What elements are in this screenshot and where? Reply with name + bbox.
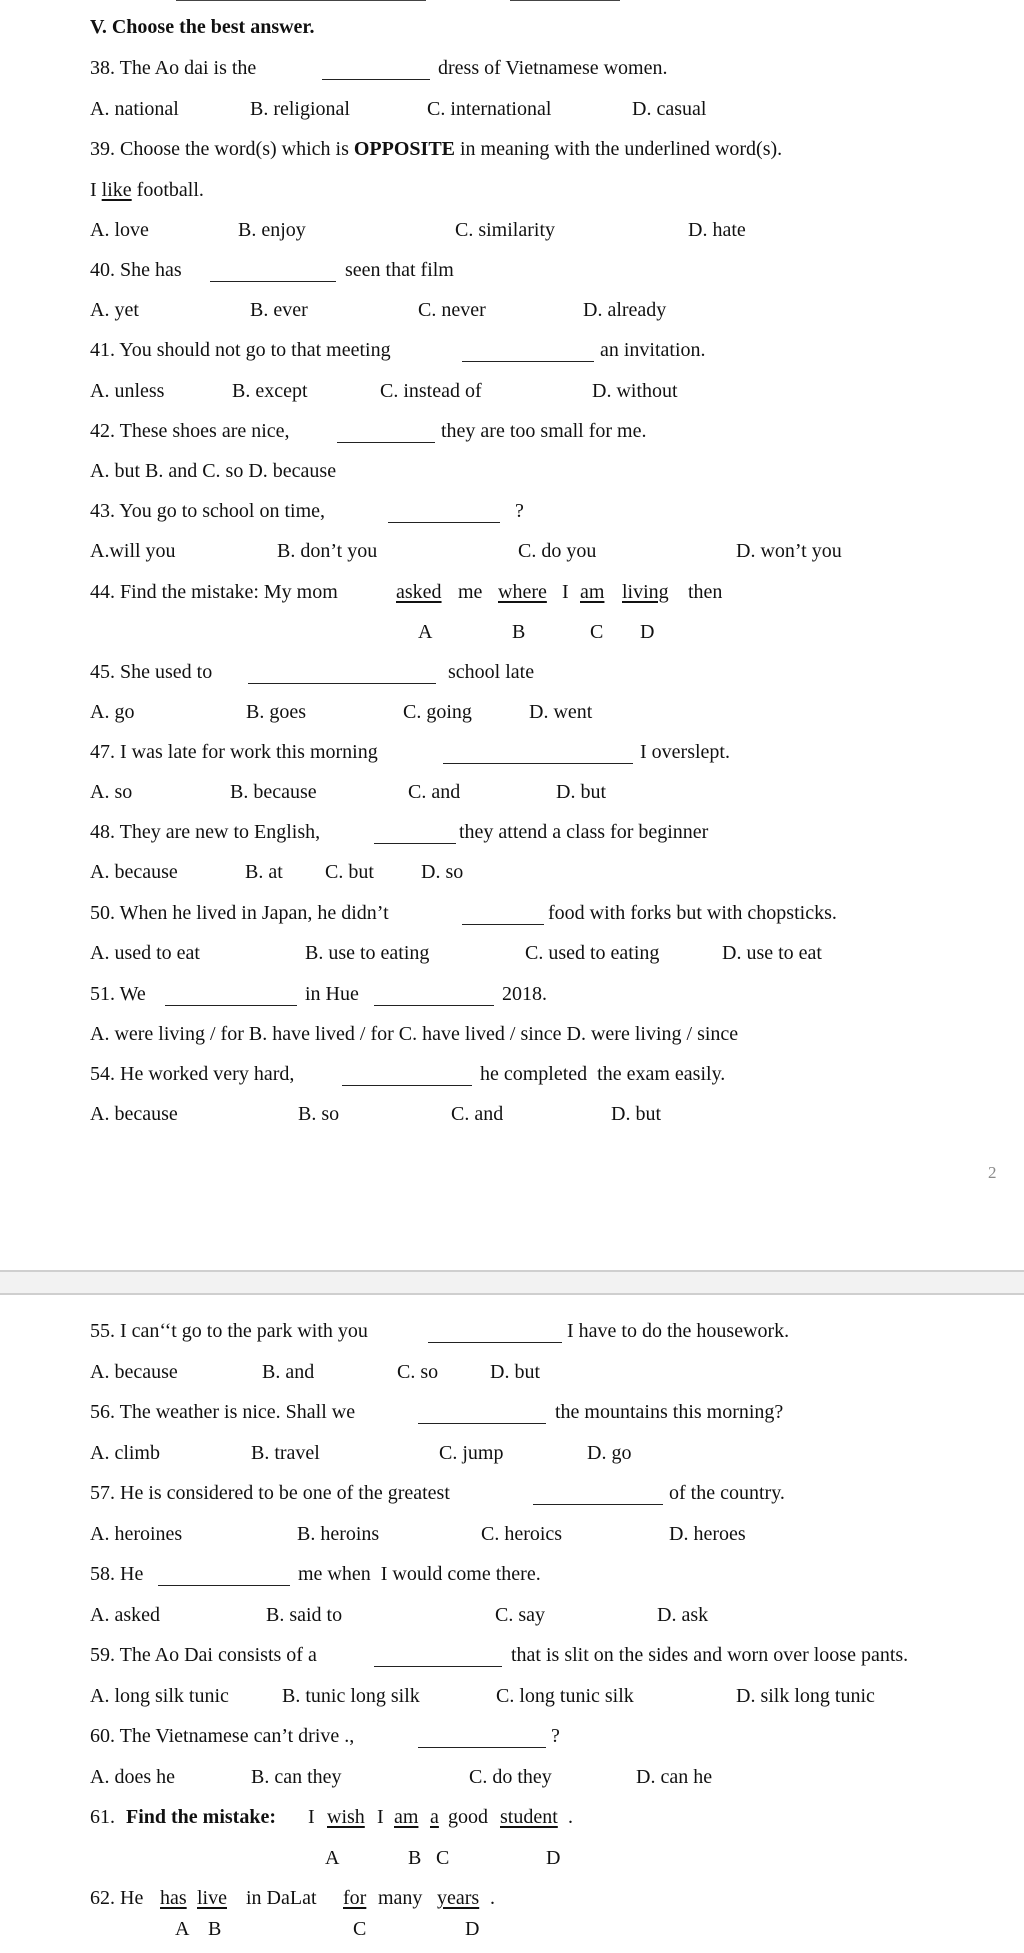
word: me bbox=[458, 581, 483, 603]
option-b[interactable]: B. and bbox=[262, 1361, 315, 1383]
answer-blank[interactable] bbox=[337, 442, 435, 443]
option-d[interactable]: D. so bbox=[421, 861, 464, 883]
answer-blank[interactable] bbox=[443, 763, 633, 764]
option-a[interactable]: A. because bbox=[90, 861, 178, 883]
option-d[interactable]: D. can he bbox=[636, 1766, 713, 1788]
mistake-letter-b: B bbox=[408, 1847, 422, 1869]
option-b[interactable]: B. use to eating bbox=[305, 942, 430, 964]
word: . bbox=[490, 1887, 495, 1909]
option-d[interactable]: D. already bbox=[583, 299, 667, 321]
top-rule bbox=[510, 0, 620, 1]
option-a[interactable]: A. unless bbox=[90, 380, 165, 402]
mistake-word-c[interactable]: am bbox=[580, 581, 605, 603]
option-b[interactable]: B. at bbox=[245, 861, 283, 883]
option-a[interactable]: A. does he bbox=[90, 1766, 175, 1788]
option-c[interactable]: C. similarity bbox=[455, 219, 555, 241]
word: . bbox=[568, 1806, 573, 1828]
option-a[interactable]: A. used to eat bbox=[90, 942, 200, 964]
answer-blank[interactable] bbox=[248, 683, 436, 684]
question-51-stem-end: 2018. bbox=[502, 983, 547, 1005]
answer-blank[interactable] bbox=[374, 1666, 502, 1667]
question-47-stem: 47. I was late for work this morning bbox=[90, 741, 378, 763]
answer-blank[interactable] bbox=[374, 843, 456, 844]
option-b[interactable]: B. don’t you bbox=[277, 540, 378, 562]
option-d[interactable]: D. go bbox=[587, 1442, 632, 1464]
option-a[interactable]: A. because bbox=[90, 1103, 178, 1125]
mistake-letter-d: D bbox=[546, 1847, 561, 1869]
mistake-letter-c: C bbox=[590, 621, 604, 643]
answer-blank[interactable] bbox=[374, 1005, 494, 1006]
option-d[interactable]: D. but bbox=[611, 1103, 661, 1125]
option-d[interactable]: D. casual bbox=[632, 98, 707, 120]
answer-blank[interactable] bbox=[158, 1585, 290, 1586]
question-50-stem: 50. When he lived in Japan, he didn’t bbox=[90, 902, 389, 924]
question-40-stem: 40. She has bbox=[90, 259, 182, 281]
word: good bbox=[448, 1806, 488, 1828]
option-c[interactable]: C. do they bbox=[469, 1766, 552, 1788]
options-line[interactable]: A. were living / for B. have lived / for C. have lived / since D. were living / since bbox=[90, 1023, 739, 1045]
option-b[interactable]: B. enjoy bbox=[238, 219, 306, 241]
question-55-stem: 55. I can‘‘t go to the park with you bbox=[90, 1320, 368, 1342]
question-57-stem: 57. He is considered to be one of the greatest bbox=[90, 1482, 450, 1504]
question-44-stem: 44. Find the mistake: My mom bbox=[90, 581, 338, 603]
option-a[interactable]: A. climb bbox=[90, 1442, 160, 1464]
option-a[interactable]: A. national bbox=[90, 98, 179, 120]
option-d[interactable]: D. use to eat bbox=[722, 942, 822, 964]
option-b[interactable]: B. heroins bbox=[297, 1523, 380, 1545]
option-a[interactable]: A. because bbox=[90, 1361, 178, 1383]
option-c[interactable]: C. never bbox=[418, 299, 486, 321]
mistake-word-c[interactable]: for bbox=[343, 1887, 367, 1909]
option-c[interactable]: C. and bbox=[451, 1103, 504, 1125]
option-c[interactable]: C. jump bbox=[439, 1442, 504, 1464]
mistake-word-b[interactable]: am bbox=[394, 1806, 419, 1828]
option-c[interactable]: C. long tunic silk bbox=[496, 1685, 634, 1707]
mistake-word-d[interactable]: years bbox=[437, 1887, 480, 1909]
word: then bbox=[688, 581, 723, 603]
option-b[interactable]: B. except bbox=[232, 380, 308, 402]
question-60-stem: 60. The Vietnamese can’t drive ., bbox=[90, 1725, 355, 1747]
answer-blank[interactable] bbox=[418, 1423, 546, 1424]
mistake-word-d[interactable]: student bbox=[500, 1806, 558, 1828]
question-51-stem: 51. We bbox=[90, 983, 146, 1005]
option-d[interactable]: D. ask bbox=[657, 1604, 709, 1626]
question-62-stem: 62. He bbox=[90, 1887, 144, 1909]
mistake-letter-a: A bbox=[325, 1847, 340, 1869]
option-b[interactable]: B. tunic long silk bbox=[282, 1685, 420, 1707]
mistake-letter-c: C bbox=[436, 1847, 450, 1869]
option-b[interactable]: B. can they bbox=[251, 1766, 342, 1788]
option-c[interactable]: C. so bbox=[397, 1361, 439, 1383]
option-c[interactable]: C. and bbox=[408, 781, 461, 803]
option-b[interactable]: B. so bbox=[298, 1103, 340, 1125]
question-59-stem: 59. The Ao Dai consists of a bbox=[90, 1644, 317, 1666]
question-58-stem-end: me when I would come there. bbox=[298, 1563, 541, 1585]
option-a[interactable]: A. yet bbox=[90, 299, 139, 321]
option-a[interactable]: A. long silk tunic bbox=[90, 1685, 229, 1707]
mistake-word-b[interactable]: where bbox=[498, 581, 547, 603]
mistake-letter-c: C bbox=[353, 1918, 367, 1940]
page-break bbox=[0, 1270, 1024, 1295]
worksheet-page-2 bbox=[0, 1295, 1024, 1953]
option-a[interactable]: A. so bbox=[90, 781, 133, 803]
mistake-letter-d: D bbox=[640, 621, 655, 643]
options-line[interactable]: A. but B. and C. so D. because bbox=[90, 460, 337, 482]
word: I bbox=[562, 581, 569, 603]
option-d[interactable]: D. but bbox=[490, 1361, 540, 1383]
question-41-stem: 41. You should not go to that meeting bbox=[90, 339, 391, 361]
word: I bbox=[377, 1806, 384, 1828]
question-54-stem-end: he completed the exam easily. bbox=[480, 1063, 726, 1085]
question-48-stem: 48. They are new to English, bbox=[90, 821, 321, 843]
mistake-word-b[interactable]: live bbox=[197, 1887, 227, 1909]
option-c[interactable]: C. do you bbox=[518, 540, 597, 562]
mistake-letter-b: B bbox=[208, 1918, 222, 1940]
question-48-stem-end: they attend a class for beginner bbox=[459, 821, 709, 843]
option-b[interactable]: B. travel bbox=[251, 1442, 320, 1464]
question-57-stem-end: of the country. bbox=[669, 1482, 785, 1504]
mistake-letter-d: D bbox=[465, 1918, 480, 1940]
word: I bbox=[308, 1806, 315, 1828]
option-b[interactable]: B. because bbox=[230, 781, 317, 803]
question-45-stem: 45. She used to bbox=[90, 661, 213, 683]
mistake-word-a[interactable]: asked bbox=[396, 581, 442, 603]
question-42-stem: 42. These shoes are nice, bbox=[90, 420, 290, 442]
option-c[interactable]: C. used to eating bbox=[525, 942, 660, 964]
option-a[interactable]: A. love bbox=[90, 219, 149, 241]
page-number: 2 bbox=[988, 1163, 997, 1182]
question-40-stem-end: seen that film bbox=[345, 259, 454, 281]
option-c[interactable]: C. but bbox=[325, 861, 374, 883]
option-c[interactable]: C. international bbox=[427, 98, 552, 120]
option-c[interactable]: C. heroics bbox=[481, 1523, 563, 1545]
question-56-stem: 56. The weather is nice. Shall we bbox=[90, 1401, 356, 1423]
answer-blank[interactable] bbox=[342, 1085, 472, 1086]
question-59-stem-end: that is slit on the sides and worn over loose pants. bbox=[511, 1644, 909, 1666]
question-43-stem-end: ? bbox=[515, 500, 524, 522]
question-38-stem: 38. The Ao dai is the bbox=[90, 57, 257, 79]
option-d[interactable]: D. but bbox=[556, 781, 606, 803]
answer-blank[interactable] bbox=[533, 1504, 663, 1505]
question-43-stem: 43. You go to school on time, bbox=[90, 500, 326, 522]
question-38-stem-end: dress of Vietnamese women. bbox=[438, 57, 668, 79]
question-39-stem: 39. Choose the word(s) which is OPPOSITE in meaning with the underlined word(s). bbox=[90, 138, 783, 160]
mistake-letter-a: A bbox=[175, 1918, 190, 1940]
answer-blank[interactable] bbox=[418, 1747, 546, 1748]
question-56-stem-end: the mountains this morning? bbox=[555, 1401, 784, 1423]
question-58-stem: 58. He bbox=[90, 1563, 144, 1585]
question-60-stem-end: ? bbox=[551, 1725, 560, 1747]
option-c[interactable]: C. going bbox=[403, 701, 472, 723]
mistake-letter-a: A bbox=[418, 621, 433, 643]
word: in DaLat bbox=[246, 1887, 317, 1909]
answer-blank[interactable] bbox=[462, 924, 544, 925]
option-b[interactable]: B. goes bbox=[246, 701, 306, 723]
question-39-sentence: I like football. bbox=[90, 179, 204, 201]
option-a[interactable]: A. heroines bbox=[90, 1523, 183, 1545]
question-45-stem-end: school late bbox=[448, 661, 535, 683]
answer-blank[interactable] bbox=[462, 361, 594, 362]
option-a[interactable]: A.will you bbox=[90, 540, 176, 562]
option-d[interactable]: D. went bbox=[529, 701, 593, 723]
question-41-stem-end: an invitation. bbox=[600, 339, 706, 361]
option-d[interactable]: D. won’t you bbox=[736, 540, 842, 562]
mistake-word-a[interactable]: has bbox=[160, 1887, 187, 1909]
answer-blank[interactable] bbox=[322, 79, 430, 80]
option-b[interactable]: B. said to bbox=[266, 1604, 343, 1626]
mistake-word-d[interactable]: living bbox=[622, 581, 669, 603]
section-title: V. Choose the best answer. bbox=[90, 16, 315, 38]
answer-blank[interactable] bbox=[165, 1005, 297, 1006]
top-rule bbox=[176, 0, 426, 1]
question-42-stem-end: they are too small for me. bbox=[441, 420, 647, 442]
question-50-stem-end: food with forks but with chopsticks. bbox=[548, 902, 837, 924]
option-d[interactable]: D. hate bbox=[688, 219, 746, 241]
question-51-stem-mid: in Hue bbox=[305, 983, 359, 1005]
mistake-word-c[interactable]: a bbox=[430, 1806, 439, 1828]
answer-blank[interactable] bbox=[428, 1342, 562, 1343]
question-54-stem: 54. He worked very hard, bbox=[90, 1063, 295, 1085]
option-a[interactable]: A. go bbox=[90, 701, 135, 723]
option-d[interactable]: D. heroes bbox=[669, 1523, 746, 1545]
question-47-stem-end: I overslept. bbox=[640, 741, 730, 763]
option-c[interactable]: C. instead of bbox=[380, 380, 482, 402]
option-b[interactable]: B. ever bbox=[250, 299, 308, 321]
word: many bbox=[378, 1887, 423, 1909]
option-c[interactable]: C. say bbox=[495, 1604, 545, 1626]
option-a[interactable]: A. asked bbox=[90, 1604, 160, 1626]
mistake-letter-b: B bbox=[512, 621, 526, 643]
option-d[interactable]: D. silk long tunic bbox=[736, 1685, 875, 1707]
question-55-stem-end: I have to do the housework. bbox=[567, 1320, 790, 1342]
question-61-instruction: Find the mistake: bbox=[126, 1806, 276, 1828]
question-61-number: 61. bbox=[90, 1806, 115, 1828]
answer-blank[interactable] bbox=[388, 522, 500, 523]
option-d[interactable]: D. without bbox=[592, 380, 678, 402]
option-b[interactable]: B. religional bbox=[250, 98, 350, 120]
answer-blank[interactable] bbox=[210, 281, 336, 282]
mistake-word-a[interactable]: wish bbox=[327, 1806, 365, 1828]
